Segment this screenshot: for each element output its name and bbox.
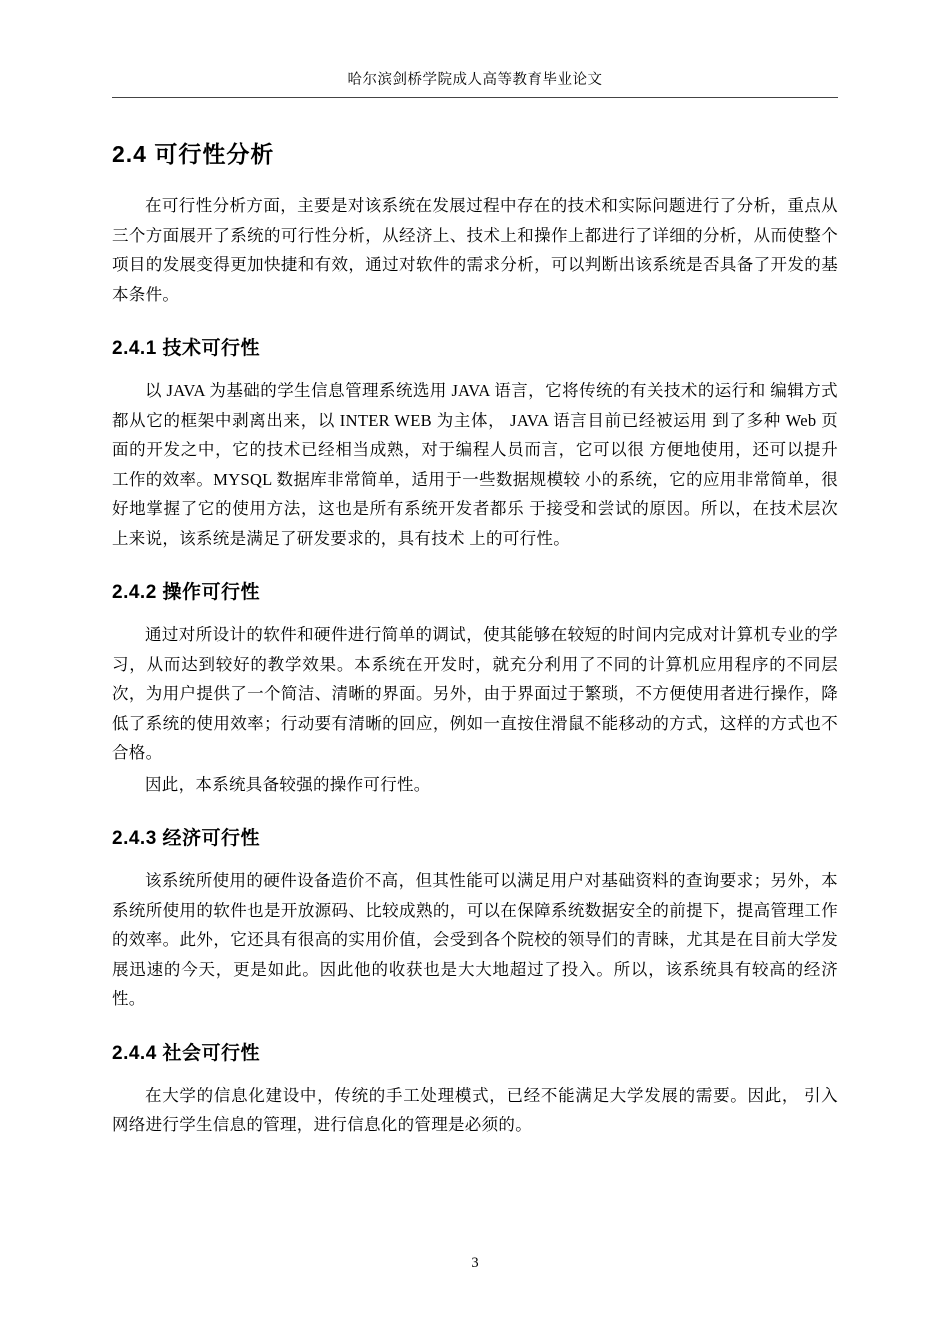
section-paragraph: 通过对所设计的软件和硬件进行简单的调试，使其能够在较短的时间内完成对计算机专业的学习，从而达到较好的教学效果。本系统在开发时，就充分利用了不同的计算机应用程序的不同层次，为用户提供了一个简洁、清晰的界面。另外，由于界面过于繁琐，不方便使用者进行操作，降低了系统的使用效率；行动要有清晰的回应，例如一直按住滑鼠不能移动的方式，这样的方式也不合格。 (112, 625, 838, 762)
header-divider (112, 97, 838, 98)
section-heading-technical: 2.4.1 技术可行性 (112, 338, 261, 359)
section-heading-economic: 2.4.3 经济可行性 (112, 828, 261, 849)
section-heading-social: 2.4.4 社会可行性 (112, 1042, 261, 1064)
section-paragraph: 因此，本系统具备较强的操作可行性。 (145, 774, 431, 794)
page-number: 3 (471, 1255, 479, 1271)
chapter-title: 2.4 可行性分析 (112, 141, 275, 167)
chapter-intro-paragraph: 在可行性分析方面，主要是对该系统在发展过程中存在的技术和实际问题进行了分析，重点从三个方面展开了系统的可行性分析，从经济上、技术上和操作上都进行了详细的分析，从而使整个项目的发展变得更加快捷和有效，通过对软件的需求分析，可以判断出该系统是否具备了开发的基本条件。 (112, 196, 838, 304)
section-paragraph: 在大学的信息化建设中，传统的手工处理模式，已经不能满足大学发展的需要。因此， 引入网络进行学生信息的管理，进行信息化的管理是必须的。 (112, 1085, 838, 1134)
section-paragraph: 以 JAVA 为基础的学生信息管理系统选用 JAVA 语言，它将传统的有关技术的运行和 编辑方式都从它的框架中剥离出来，以 INTER WEB 为主体， JAVA 语言目前已经被运用 到了多种 Web 页面的开发之中，它的技术已经相当成熟，对于编程人员而言，它可以很 方便地使用，还可以提升工作的效率。MYSQL 数据库非常简单，适用于一些数据规模较 小的系统，它的应用非常简单，很好地掌握了它的使用方法，这也是所有系统开发者都乐 于接受和尝试的原因。所以，在技术层次上来说，该系统是满足了研发要求的，具有技术 上的可行性。 (112, 381, 838, 548)
document-header: 哈尔滨剑桥学院成人高等教育毕业论文 (347, 72, 603, 88)
section-paragraph: 该系统所使用的硬件设备造价不高，但其性能可以满足用户对基础资料的查询要求；另外，本系统所使用的软件也是开放源码、比较成熟的，可以在保障系统数据安全的前提下，提高管理工作的效率。此外，它还具有很高的实用价值，会受到各个院校的领导们的青睐，尤其是在目前大学发展迅速的今天，更是如此。因此他的收获也是大大地超过了投入。所以，该系统具有较高的经济性。 (112, 871, 838, 1008)
section-heading-operational: 2.4.2 操作可行性 (112, 582, 261, 603)
